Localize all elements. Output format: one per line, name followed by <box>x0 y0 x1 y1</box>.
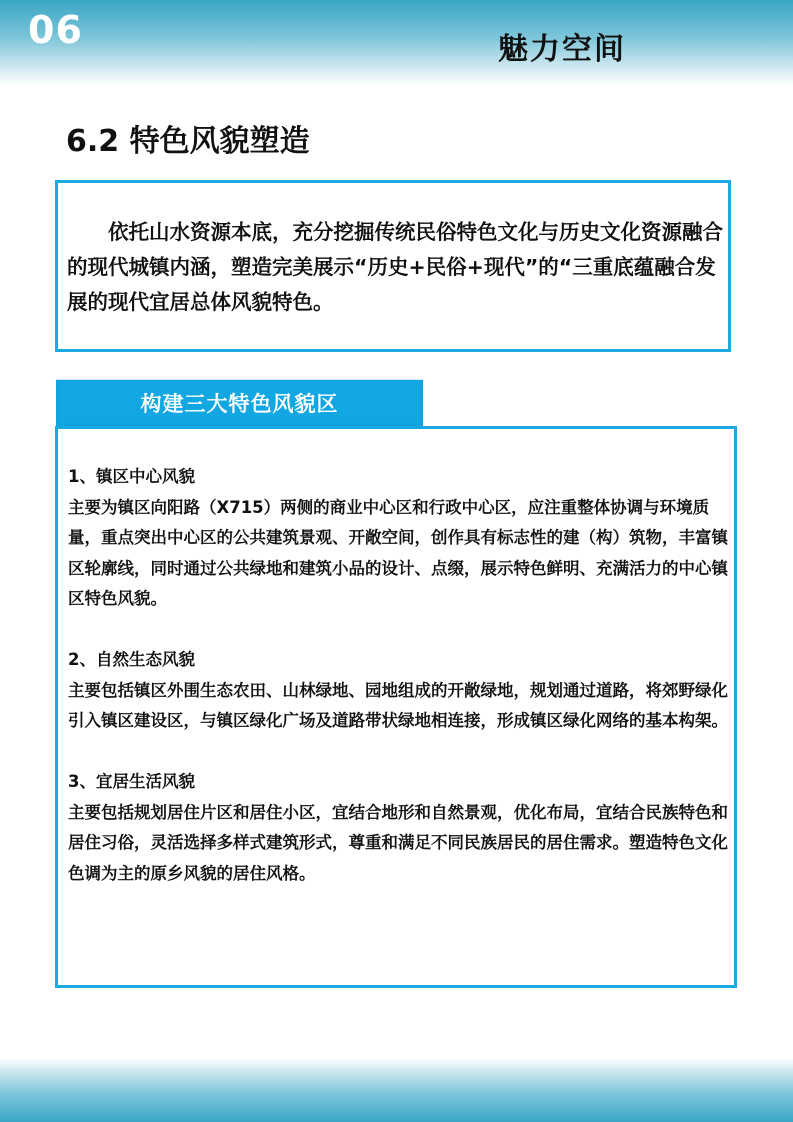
feature-item-heading: 3、宜居生活风貌 <box>68 772 195 791</box>
feature-item-body: 主要包括镇区外围生态农田、山林绿地、园地组成的开敞绿地，规划通过道路，将郊野绿化引入镇区建设区，与镇区绿化广场及道路带状绿地相连接，形成镇区绿化网络的基本构架。 <box>68 680 728 730</box>
chapter-number: 06 <box>28 8 83 52</box>
feature-item-town-center <box>68 462 728 615</box>
footer-band <box>0 1058 793 1122</box>
header-band <box>0 0 793 86</box>
page-title: 6.2 特色风貌塑造 <box>66 124 310 159</box>
section-name: 魅力空间 <box>498 32 626 67</box>
feature-item-natural-ecology <box>68 645 728 737</box>
feature-tab-header <box>56 379 423 428</box>
intro-text: 依托山水资源本底，充分挖掘传统民俗特色文化与历史文化资源融合的现代城镇内涵，塑造完美展示“历史+民俗+现代”的“三重底蕴融合发展的现代宜居总体风貌特色。 <box>67 220 723 314</box>
feature-item-body: 主要为镇区向阳路（X715）两侧的商业中心区和行政中心区，应注重整体协调与环境质量，重点突出中心区的公共建筑景观、开敞空间，创作具有标志性的建（构）筑物，丰富镇区轮廓线，同时通过公共绿地和建筑小品的设计、点缀，展示特色鲜明、充满活力的中心镇区特色风貌。 <box>68 497 728 608</box>
feature-item-livable-life <box>68 767 728 889</box>
feature-content <box>68 462 728 920</box>
feature-item-heading: 1、镇区中心风貌 <box>68 467 195 486</box>
feature-item-heading: 2、自然生态风貌 <box>68 650 195 669</box>
feature-item-body: 主要包括规划居住片区和居住小区，宜结合地形和自然景观，优化布局，宜结合民族特色和居住习俗，灵活选择多样式建筑形式，尊重和满足不同民族居民的居住需求。塑造特色文化色调为主的原乡风貌的居住风格。 <box>68 802 728 883</box>
feature-tab-label: 构建三大特色风貌区 <box>140 392 339 416</box>
